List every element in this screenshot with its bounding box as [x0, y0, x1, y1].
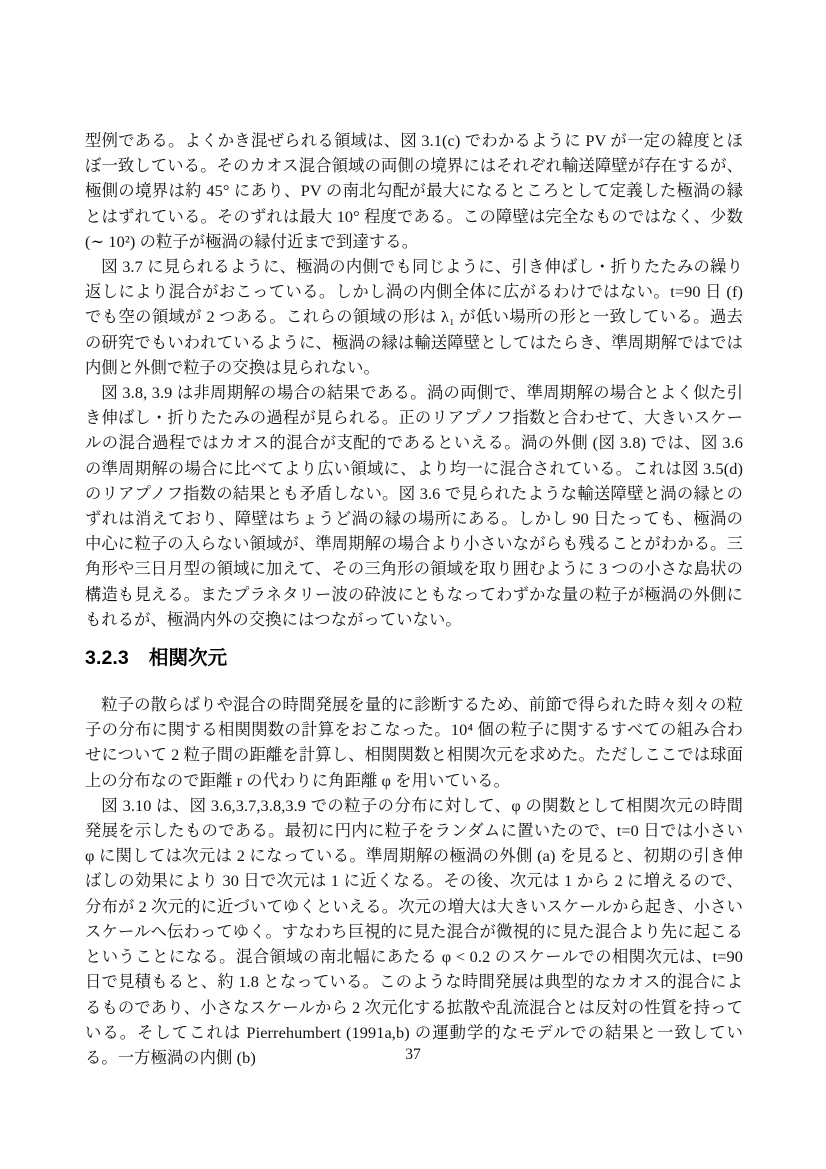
body-text	[85, 128, 743, 1070]
body-paragraph: 図 3.10 は、図 3.6,3.7,3.8,3.9 での粒子の分布に対して、φ の関数として相関次元の時間発展を示したものである。最初に円内に粒子をランダムに置いたので、t=0 日では小さい φ に関しては次元は 2 になっている。準周期解の極渦の外側 (a) を見ると、初期の引き伸ばしの効果により 30 日で次元は 1 に近くなる。その後、次元は 1 から 2 に増えるので、分布が 2 次元的に近づいてゆくといえる。次元の増大は大きいスケールから起き、小さいスケールへ伝わってゆく。すなわち巨視的に見た混合が微視的に見た混合より先に起こるということになる。混合領域の南北幅にあたる φ < 0.2 のスケールでの相関次元は、t=90 日で見積もると、約 1.8 となっている。このような時間発展は典型的なカオス的混合によるものであり、小さなスケールから 2 次元化する拡散や乱流混合とは反対の性質を持っている。そしてこれは Pierrehumbert (1991a,b) の運動学的なモデルでの結果と一致している。一方極渦の内側 (b)	[85, 795, 743, 1067]
page-number: 37	[405, 1046, 421, 1063]
section-title: 相関次元	[148, 647, 228, 670]
section-number: 3.2.3	[85, 647, 129, 670]
section-heading	[85, 646, 743, 670]
body-paragraph: 粒子の散らばりや混合の時間発展を量的に診断するため、前節で得られた時々刻々の粒子の分布に関する相関関数の計算をおこなった。10⁴ 個の粒子に関するすべての組み合わせについて 2 粒子間の距離を計算し、相関関数と相関次元を求めた。ただしここでは球面上の分布なので距離 r の代わりに角距離 φ を用いている。	[85, 695, 743, 790]
body-paragraph: 図 3.8, 3.9 は非周期解の場合の結果である。渦の両側で、準周期解の場合とよく似た引き伸ばし・折りたたみの過程が見られる。正のリアプノフ指数と合わせて、大きいスケールの混合過程ではカオス的混合が支配的であるといえる。渦の外側 (図 3.8) では、図 3.6 の準周期解の場合に比べてより広い領域に、より均一に混合されている。これは図 3.5(d) のリアプノフ指数の結果とも矛盾しない。図 3.6 で見られたような輸送障壁と渦の縁とのずれは消えており、障壁はちょうど渦の縁の場所にある。しかし 90 日たっても、極渦の中心に粒子の入らない領域が、準周期解の場合より小さいながらも残ることがわかる。三角形や三日月型の領域に加えて、その三角形の領域を取り囲むように 3 つの小さな島状の構造も見える。またプラネタリー波の砕波にともなってわずかな量の粒子が極渦の外側にもれるが、極渦内外の交換にはつながっていない。	[85, 383, 744, 629]
body-paragraph: 型例である。よくかき混ぜられる領域は、図 3.1(c) でわかるように PV が一定の緯度とほぼ一致している。そのカオス混合領域の両側の境界にはそれぞれ輸送障壁が存在するが、極側の境界は約 45° にあり、PV の南北勾配が最大になるところとして定義した極渦の縁とはずれている。そのずれは最大 10° 程度である。この障壁は完全なものではなく、少数 (∼ 10²) の粒子が極渦の縁付近まで到達する。	[85, 131, 743, 251]
body-paragraph: 図 3.7 に見られるように、極渦の内側でも同じように、引き伸ばし・折りたたみの繰り返しにより混合がおこっている。しかし渦の内側全体に広がるわけではない。t=90 日 (f) でも空の領域が 2 つある。これらの領域の形は λ₁ が低い場所の形と一致している。過去の研究でもいわれているように、極渦の縁は輸送障壁としてはたらき、準周期解ではでは内側と外側で粒子の交換は見られない。	[85, 257, 743, 377]
